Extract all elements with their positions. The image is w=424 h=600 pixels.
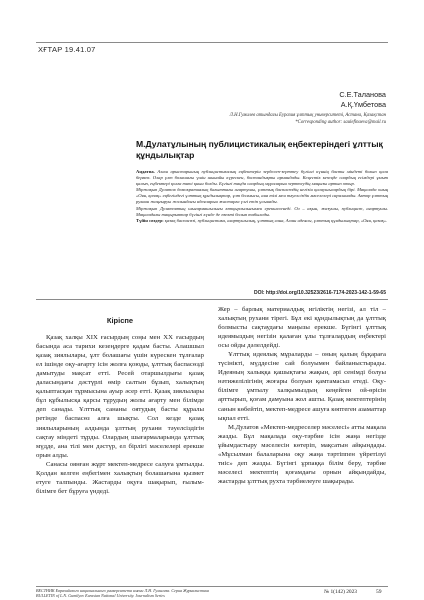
right-paragraph-2: Ұлттық идеялық мұраларды – оның қалың бұқараға түсінікті, мүддесіне сай болуымен байланыстырады. Идеяның халыққа қашықтағы жақын, әрі сенімді болуы нәтижелілігінің жоғары болуын қамтамасыз етеді. Оқу-білімге ұмтылу халқымыздың кеңейген ой-өрісін арттырып, қоғам дамуына жол ашты. Қазақ мектептерінің санын көбейтіп, мектеп-медресе ашуға көптеген азаматтар ықпал етті. <box>218 351 386 422</box>
intro-paragraph-2: Санасы оянған жұрт мектеп-медресе салуға ұмтылды. Қолдан келген еңбегімен халықтың болашағына қызмет етуге талпынды. Жастарды оқуға шақырып, ғылым-білімге бет бұруға үндеді. <box>36 460 204 495</box>
article-title: М.Дулатұлының публицистикалық еңбектеріндегі ұлттық құндылықтар <box>136 139 383 160</box>
xftar-code: ХҒТАР 19.41.07 <box>38 45 96 54</box>
abstract-label: Аңдатпа. <box>136 169 155 174</box>
abstract-paragraph-1: Алаш арыстарының публицистикалық еңбектерін зерделеп-зерттеу бүгінгі күннің басты міндеті болып қала бермек. Олар ұлт болашағы үшін шынайы күрескен, бостандықты армандады. Кеңестік кезеңде олардың есімдері ұмыт қалып, еңбектері қолға тиюі қиын болды. Бүгінгі таңда олардың мұраларын зерттеудің маңызы артып отыр. <box>136 169 388 187</box>
keywords-label: Түйін сөздер: <box>136 217 164 223</box>
abstract <box>136 169 388 224</box>
abstract-paragraph-2: Мiржақып Дулатов демократиялық бағыттағы ағартушы, ұлттық баспасөздің негізін қалаушылардың бірі. Мақалада оның «Оян, қазақ» еңбегіндегі ұлттық құндылықтар, ұлт болмысы, ана тілі мен тәуелсіздік мәселелері сараланады. Автор ұлттың рухани жаңғыруы жолындағы идеяларын жастарға үлгі етіп ұсынады. <box>136 187 388 205</box>
intro-paragraph-1: Қазақ халқы ХІХ ғасырдың соңы мен ХХ ғасырдың басында аса тарихи кезеңдерге қадам басты. Алашшыл қазақ зиялылары, ұлт болашағы үшін күрескен тұлғалар ел ішінде оқу-ағарту ісін жолға қоюды, ұлттық баспасөзді дамытуды мақсат етті. Ресей отаршылдығы қазақ даласындағы дәстүрлі өмір салтын бұзып, халықтың қалыптасқан тұрмысына ауыр әсер етті. Қазақ зиялылары бұл құбылысқа қарсы тұрудың жолы ағарту мен білімде деп санады. Ұлттық сананы оятудың басты құралы ретінде баспасөз алға шықты. Сол кезде қазақ зиялыларының алдында ұлттың рухани тәуелсіздігін сақтау міндеті тұрды. Олардың шығармаларында ұлттық мүдде, ана тілі мен дәстүр, ел бірлігі мәселелері ерекше орын алды. <box>36 334 204 459</box>
section-rule <box>36 299 388 300</box>
journal-name-kz: ВЕСТНИК Евразийского национального университета имени Л.Н. Гумилева. Серия Журналистика <box>36 588 209 593</box>
keywords: қазақ баспасөзі, публицистика, ағартушылық, ұлттық сана, Алаш идеясы, ұлттық құндылықтар, «Оян, қазақ». <box>164 217 388 223</box>
author-1: С.Е.Таланова <box>339 90 386 99</box>
right-paragraph-1: Жер – барлық материалдық игіліктің негізі, ал тіл – халықтың рухани тірегі. Бұл екі құндылықтың да ұлттық болмысты сақтаудағы маңызы ерекше. Бүгінгі ұлттық идеямыздың негізін қалаған ұлы тұлғалардың еңбектері осы ойды дәлелдейді. <box>218 306 386 350</box>
affiliation <box>86 112 386 126</box>
journal-name-en: BULLETIN of L.N. Gumilyov Eurasian National University. Journalism Series <box>36 593 165 599</box>
doi-link[interactable]: DOI: http://doi.org/10.32523/2616-7174-2023-142-1-59-65 <box>253 290 386 296</box>
affiliation-institution: Л.Н.Гумилев атындағы Еуразия ұлттық университеті, Астана, Қазақстан <box>229 113 386 118</box>
right-paragraph-3: М.Дулатов «Мектеп-медреселер мәселесі» атты мақала жазды. Бұл мақалада оқу-тәрбие ісін жаңа негізде ұйымдастыру мәселесін көтеріп, мақсатын айқындады. «Мұсылман балаларына оқу жаңа тәртіппен үйретілуі тиіс» деп жазды. Бүгінгі ұрпаққа білім беру, тәрбие мәселесі мектептің қоғамдағы орнын айқындайды, жастарды ұлттық рухта тәрбиелеуге шақырады. <box>218 423 386 485</box>
right-column <box>218 305 386 486</box>
author-list <box>339 90 386 110</box>
header-rule <box>36 42 388 43</box>
abstract-paragraph-3: Мiржақып Дулатовтың шығармашылығы көпқырлылығымен ерекшеленеді. Ол – ақын, жазушы, публицист, ағартушы. Мақаладағы тақырыптар бүгінгі күнде де өзекті болып табылады. <box>136 205 388 217</box>
page-number: 59 <box>376 589 382 595</box>
journal-footer <box>36 588 296 599</box>
footer-rule <box>36 586 388 587</box>
intro-column <box>36 316 204 496</box>
author-2: А.Қ.Үмбетова <box>340 100 386 109</box>
intro-heading: Кіріспе <box>106 316 134 325</box>
corresponding-author: *Corresponding author: saulefinaeva@mail.ru <box>295 120 386 125</box>
issue-number: № 1(142) 2023 <box>324 589 357 595</box>
